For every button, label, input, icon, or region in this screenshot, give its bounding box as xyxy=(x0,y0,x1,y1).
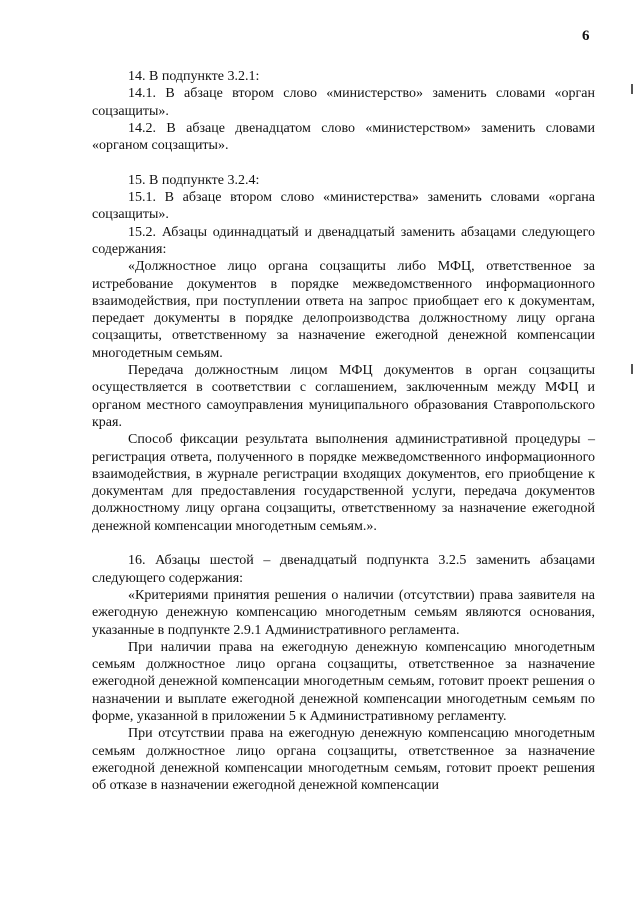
paragraph-15-2: 15.2. Абзацы одиннадцатый и двенадцатый заменить абзацами следующего содержания: xyxy=(92,224,595,257)
page-number: 6 xyxy=(582,28,590,44)
quoted-paragraph-criteria: «Критериями принятия решения о наличии (отсутствии) права заявителя на ежегодную денежную компенсацию многодетным семьям являются основания, указанные в подпункте 2.9.1 Административного регламента. xyxy=(92,587,595,638)
paragraph-spacer xyxy=(92,154,595,171)
paragraph-15-1: 15.1. В абзаце втором слово «министерства» заменить словами «органа соцзащиты». xyxy=(92,190,595,223)
quoted-paragraph-right-absent: При отсутствии права на ежегодную денежную компенсацию многодетным семьям должностное лицо органа соцзащиты, ответственное за назначение ежегодной денежной компенсации многодетным семьям, готовит проект решения об отказе в назначении ежегодной денежной компенсации xyxy=(92,726,595,794)
scan-edge-mark xyxy=(631,84,633,94)
quoted-paragraph-fixation-method: Способ фиксации результата выполнения административной процедуры – регистрация ответа, полученного в порядке межведомственного информационного взаимодействия, в журнале регистрации входящих документов, его приобщение к документам для предоставления государственной услуги, передача документов должностному лицу органа соцзащиты, ответственному за назначение ежегодной денежной компенсации многодетным семьям.». xyxy=(92,432,595,534)
quoted-paragraph-transfer: Передача должностным лицом МФЦ документов в орган соцзащиты осуществляется в соответствии с соглашением, заключенным между МФЦ и органом местного самоуправления муниципального образования Ставропольского края. xyxy=(92,363,595,430)
quoted-paragraph-responsible-official: «Должностное лицо органа соцзащиты либо МФЦ, ответственное за истребование документов в порядке межведомственного информационного взаимодействия, при поступлении ответа на запрос приобщает его к документам, передает документы в порядке делопроизводства должностному лицу органа соцзащиты, ответственному за назначение ежегодной денежной компенсации многодетным семьям. xyxy=(92,259,595,361)
paragraph-spacer xyxy=(92,535,595,552)
scan-edge-mark xyxy=(631,364,633,374)
quoted-paragraph-right-present: При наличии права на ежегодную денежную компенсацию многодетным семьям должностное лицо органа соцзащиты, ответственное за назначение ежегодной денежной компенсации многодетным семьям, готовит проект решения о назначении и выплате ежегодной денежной компенсации многодетным семьям по форме, указанной в приложении 5 к Административному регламенту. xyxy=(92,639,595,724)
document-body xyxy=(92,68,595,794)
paragraph-14: 14. В подпункте 3.2.1: xyxy=(128,69,260,84)
paragraph-14-1: 14.1. В абзаце втором слово «министерство» заменить словами «орган соцзащиты». xyxy=(92,86,595,119)
paragraph-16: 16. Абзацы шестой – двенадцатый подпункта 3.2.5 заменить абзацами следующего содержания: xyxy=(92,553,595,586)
paragraph-14-2: 14.2. В абзаце двенадцатом слово «министерством» заменить словами «органом соцзащиты». xyxy=(92,120,595,154)
paragraph-15: 15. В подпункте 3.2.4: xyxy=(128,172,260,188)
